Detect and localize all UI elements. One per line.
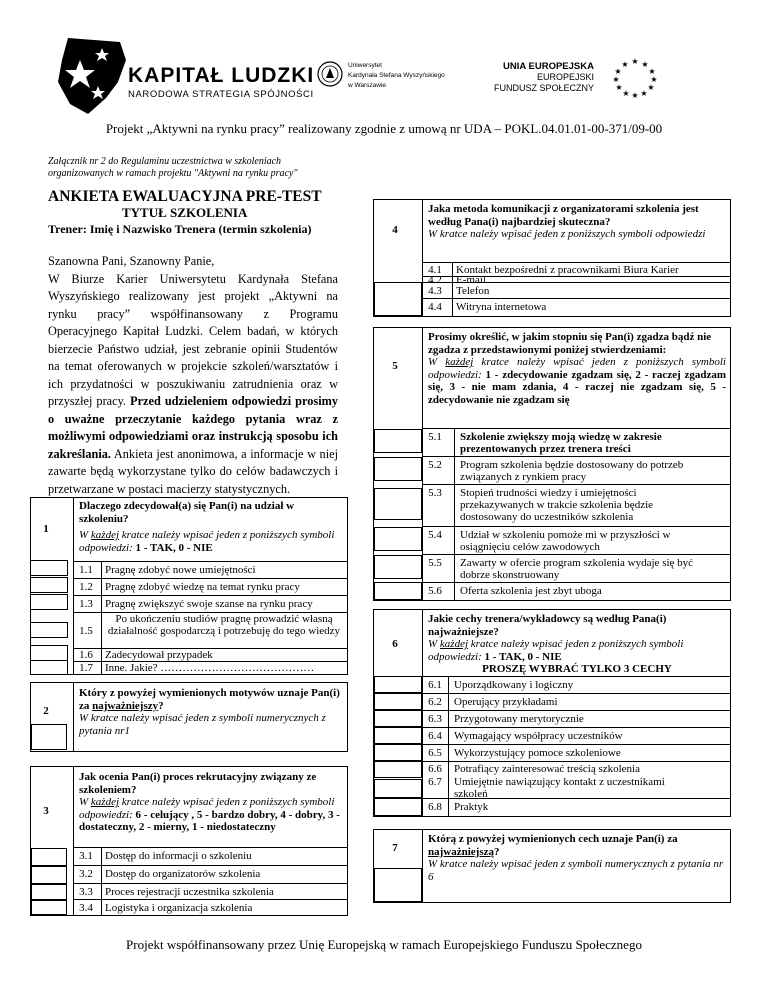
answer-box-1-7[interactable]	[30, 660, 68, 675]
page-title: ANKIETA EWALUACYJNA PRE-TEST	[48, 188, 322, 205]
intro-greeting: Szanowna Pani, Szanowny Panie,	[48, 254, 215, 268]
answer-box-6-7[interactable]	[374, 779, 422, 798]
question-7-instruction: W kratce należy wpisać jeden z symboli numerycznych z pytania nr 6	[428, 858, 724, 883]
answer-box-1-3[interactable]	[30, 594, 68, 610]
answer-box-6-8[interactable]	[374, 798, 422, 816]
question-6-text	[428, 613, 726, 676]
question-3: 3 Jak ocenia Pan(i) proces rekrutacyjny związany ze szkoleniem? W każdej kratce należy wpisać jeden z poniższych symboli odpowiedzi: 6 - celujący , 5 - bardzo dobry, 4 - dobry, 3 - dostateczny, 2 - mierny, 1 - niedostateczny 3.1 Dostęp do informacji o szkoleniu 3.2 Dostęp do organizatorów szkolenia 3.3 Proces rejestracji uczestnika szkolenia 3.4 Logistyka i organizacja szkolenia	[30, 766, 348, 916]
uksw-name	[348, 61, 458, 91]
answer-box-5-4[interactable]	[374, 527, 422, 551]
answer-box-7[interactable]	[374, 868, 422, 902]
question-3-text	[79, 771, 343, 834]
annex-line-2: organizowanych w ramach projektu "Aktywni na rynku pracy"	[48, 168, 298, 179]
svg-text:★: ★	[615, 83, 623, 92]
eu-title: UNIA EUROPEJSKA	[503, 61, 594, 72]
question-5: 5 Prosimy określić, w jakim stopniu się Pan(i) zgadza bądź nie zgadza z przedstawionymi poniżej stwierdzeniami: W każdej kratce należy wpisać jeden z poniższych symboli odpowiedzi: 1 - zdecydowanie zgadzam się, 2 - raczej zgadzam się, 3 - nie mam zdania, 4 - raczej nie zgadzam się, 5 - zdecydowanie nie zgadzam się 5.1 Szkolenie zwiększy moją wiedzę w zakresie prezentowanych przez trenera treści 5.2 Program szkolenia będzie dostosowany do potrzeb związanych z rynkiem pracy 5.3 Stopień trudności wiedzy i umiejętności przekazywanych w trakcie szkolenia będzie dostosowany do uczestników szkolenia 5.4 Udział w szkoleniu pomoże mi w przyszłości w osiągnięciu celów zawodowych 5.5 Zawarty w ofercie program szkolenia wydaje się być dobrze skonstruowany 5.6 Oferta szkolenia jest zbyt uboga	[373, 327, 731, 601]
course-title: TYTUŁ SZKOLENIA	[122, 205, 248, 220]
eu-sub-1: EUROPEJSKI	[536, 72, 594, 82]
question-5-instruction: W każdej kratce należy wpisać jeden z poniższych symboli odpowiedzi: 1 - zdecydowanie zgadzam się, 2 - raczej zgadzam się, 3 - nie mam zdania, 4 - raczej nie zgadzam się, 5 - zdecydowanie nie zgadzam się	[428, 356, 726, 406]
question-1-instruction: W każdej kratce należy wpisać jeden z poniższych symboli odpowiedzi: 1 - TAK, 0 - NIE	[79, 529, 335, 554]
answer-box-6-4[interactable]	[374, 727, 422, 744]
answer-box-6-2[interactable]	[374, 693, 422, 710]
svg-text:★: ★	[647, 83, 655, 92]
question-3-instruction: W każdej kratce należy wpisać jeden z poniższych symboli odpowiedzi: 6 - celujący , 5 - bardzo dobry, 4 - dobry, 3 - dostateczny, 2 - mierny, 1 - niedostateczny	[79, 796, 340, 833]
question-6-choose-note: PROSZĘ WYBRAĆ TYLKO 3 CECHY	[482, 663, 672, 675]
answer-box-2[interactable]	[31, 724, 67, 750]
intro-bold: Przed udzieleniem odpowiedzi prosimy o uważne przeczytanie każdego pytania wraz z możliwymi odpowiedziami oraz instrukcją sposobu ich zakreślania.	[48, 394, 338, 461]
question-5-text	[428, 331, 726, 406]
question-1-heading: Dlaczego zdecydował(a) się Pan(i) na udział w szkoleniu?	[79, 500, 295, 525]
question-4-text	[428, 203, 726, 241]
question-6-instruction: W każdej kratce należy wpisać jeden z poniższych symboli odpowiedzi: 1 - TAK, 0 - NIE	[428, 638, 684, 663]
question-1-number: 1	[43, 523, 49, 535]
uksw-seal-icon	[316, 60, 344, 88]
question-4-heading: Jaka metoda komunikacji z organizatorami szkolenia jest według Pana(i) najbardziej skuteczna?	[428, 203, 699, 228]
annex-note	[48, 156, 298, 180]
kapital-ludzki-title: KAPITAŁ LUDZKI	[128, 64, 315, 87]
svg-text:★: ★	[621, 60, 629, 69]
question-3-number: 3	[43, 805, 49, 817]
answer-box-5-6[interactable]	[374, 582, 422, 600]
uksw-line-3: w Warszawie	[348, 82, 387, 89]
answer-box-5-2[interactable]	[374, 457, 422, 481]
question-1-text	[79, 500, 343, 554]
svg-text:★: ★	[641, 60, 649, 69]
annex-line-1: Załącznik nr 2 do Regulaminu uczestnictwa w szkoleniach	[48, 156, 282, 167]
question-2	[30, 682, 348, 752]
answer-box-3-2[interactable]	[31, 866, 67, 884]
answer-box-5-3[interactable]	[374, 488, 422, 520]
answer-box-1-2[interactable]	[30, 577, 68, 593]
question-1: 1 Dlaczego zdecydował(a) się Pan(i) na udział w szkoleniu? W każdej kratce należy wpisać jeden z poniższych symboli odpowiedzi: 1 - TAK, 0 - NIE 1.1 Pragnę zdobyć nowe umiejętności 1.2 Pragnę zdobyć wiedzę na temat rynku pracy 1.3 Pragnę zwiększyć swoje szanse na rynku pracy 1.5 Po ukończeniu studiów pragnę prowadzić własną działalność gospodarczą i potrzebuję do tego wiedzy 1.6 Zadecydował przypadek 1.7 Inne. Jakie? ……………………………………	[30, 497, 348, 675]
question-6-number: 6	[392, 638, 398, 650]
answer-box-3-3[interactable]	[31, 884, 67, 900]
answer-box-6-3[interactable]	[374, 710, 422, 727]
trainer-line: Trener: Imię i Nazwisko Trenera (termin szkolenia)	[48, 222, 312, 236]
svg-text:★: ★	[631, 57, 639, 66]
uksw-line-2: Kardynała Stefana Wyszyńskiego	[348, 72, 445, 79]
kapital-ludzki-subtitle: NARODOWA STRATEGIA SPÓJNOŚCI	[128, 89, 314, 100]
answer-box-3-4[interactable]	[31, 900, 67, 915]
answer-box-1-5[interactable]	[30, 622, 68, 638]
question-2-number: 2	[43, 705, 49, 717]
svg-text:★: ★	[640, 89, 648, 98]
question-3-heading: Jak ocenia Pan(i) proces rekrutacyjny związany ze szkoleniem?	[79, 771, 317, 796]
answer-box-5-5[interactable]	[374, 555, 422, 579]
answer-box-5-1[interactable]	[374, 429, 422, 453]
eu-flag-icon	[600, 52, 670, 100]
question-2-text: Który z powyżej wymienionych motywów uznaje Pan(i) za najważniejszy? W kratce należy wpisać jeden z symboli numerycznych z pytania nr1	[79, 687, 343, 737]
question-7	[373, 829, 731, 903]
svg-text:★: ★	[622, 89, 630, 98]
question-4-number: 4	[392, 224, 398, 236]
intro-text	[48, 253, 338, 498]
question-5-heading: Prosimy określić, w jakim stopniu się Pan(i) zgadza bądź nie zgadza z przedstawionymi poniżej stwierdzeniami:	[428, 331, 712, 356]
answer-box-6-5[interactable]	[374, 744, 422, 761]
svg-text:★: ★	[648, 67, 656, 76]
question-7-text: Którą z powyżej wymienionych cech uznaje Pan(i) za najważniejszą? W kratce należy wpisać jeden z symboli numerycznych z pytania nr 6	[428, 833, 726, 883]
svg-text:★: ★	[650, 75, 658, 84]
question-5-number: 5	[392, 360, 398, 372]
answer-box-3-1[interactable]	[31, 848, 67, 866]
svg-text:★: ★	[612, 75, 620, 84]
question-7-number: 7	[392, 842, 398, 854]
answer-box-6-1[interactable]	[374, 676, 422, 693]
uksw-line-1: Uniwersytet	[348, 62, 382, 69]
answer-box-4[interactable]	[374, 282, 422, 316]
svg-text:★: ★	[614, 67, 622, 76]
eu-fund-text	[470, 61, 594, 94]
intro-body: W Biurze Karier Uniwersytetu Kardynała Stefana Wyszyńskiego realizowany jest projekt „Aktywni na rynku pracy” współfinansowany z Programu Operacyjnego Kapitał Ludzki. Celem badań, w których bierzecie Państwo udział, jest zebranie opinii Studentów na temat oferowanych w projekcie szkoleń/warsztatów i ich przydatności w poszukiwaniu zatrudnienia oraz w przyszłej pracy.	[48, 271, 338, 408]
svg-text:★: ★	[631, 91, 639, 100]
intro-end: Ankieta jest anonimowa, a informacje w niej zawarte będą wykorzystane tylko do celów badawczych i przetwarzane w postaci macierzy statystycznych.	[48, 446, 338, 496]
answer-box-1-6[interactable]	[30, 645, 68, 661]
footer-note: Projekt współfinansowany przez Unię Europejską w ramach Europejskiego Funduszu Społecznego	[126, 937, 642, 952]
answer-box-1-1[interactable]	[30, 560, 68, 576]
question-6-heading: Jakie cechy trenera/wykładowcy są według Pana(i) najważniejsze?	[428, 613, 667, 638]
question-4-instruction: W kratce należy wpisać jeden z poniższych symboli odpowiedzi	[428, 228, 706, 240]
answer-box-6-6[interactable]	[374, 761, 422, 778]
question-4: 4 Jaka metoda komunikacji z organizatorami szkolenia jest według Pana(i) najbardziej skuteczna? W kratce należy wpisać jeden z poniższych symboli odpowiedzi 4.1 Kontakt bezpośredni z pracownikami Biura Karier 4.2 E-mail 4.3 Telefon 4.4 Witryna internetowa	[373, 199, 731, 317]
question-2-instruction: W kratce należy wpisać jeden z symboli numerycznych z pytania nr1	[79, 712, 326, 737]
question-6: 6 Jakie cechy trenera/wykładowcy są według Pana(i) najważniejsze? W każdej kratce należy wpisać jeden z poniższych symboli odpowiedzi: 1 - TAK, 0 - NIE PROSZĘ WYBRAĆ TYLKO 3 CECHY 6.1 Uporządkowany i logiczny 6.2 Operujący przykładami 6.3 Przygotowany merytorycznie 6.4 Wymagający współpracy uczestników 6.5 Wykorzystujący pomoce szkoleniowe 6.6 Potrafiący zainteresować treścią szkolenia 6.7 Umiejętnie nawiązujący kontakt z uczestnikami szkoleń 6.8 Praktyk	[373, 609, 731, 817]
eu-sub-2: FUNDUSZ SPOŁECZNY	[493, 83, 594, 93]
project-header: Projekt „Aktywni na rynku pracy” realizowany zgodnie z umową nr UDA – POKL.04.01.01-00-371/09-00	[105, 121, 663, 136]
